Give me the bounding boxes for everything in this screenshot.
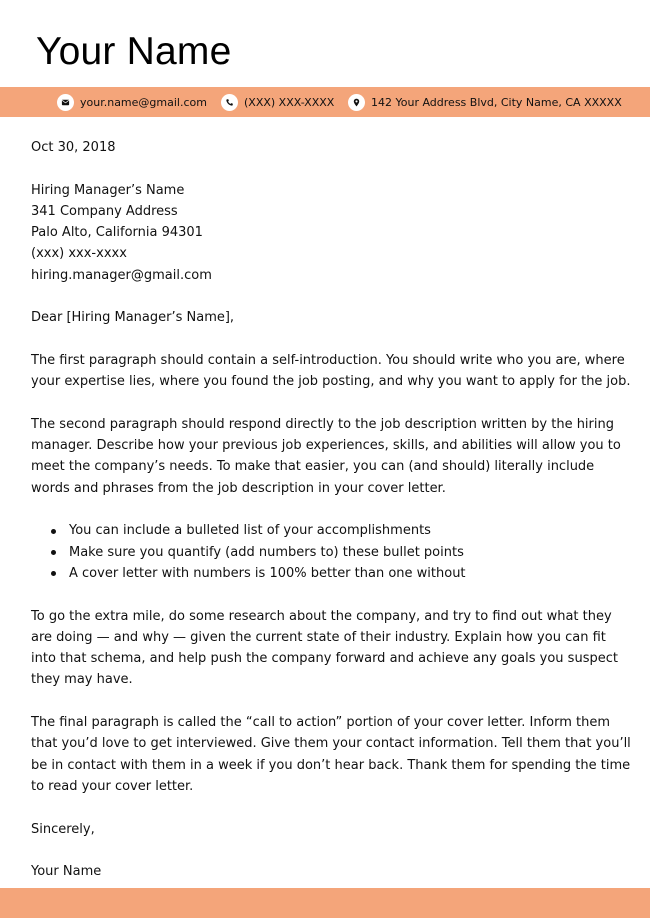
contact-phone [221, 93, 334, 111]
recipient-city: Palo Alto, California 94301 [31, 225, 203, 241]
applicant-name: Your Name [36, 30, 232, 73]
signature: Your Name [31, 864, 102, 880]
list-item: Make sure you quantify (add numbers to) these bullet points [69, 542, 631, 563]
email-text: your.name@gmail.com [80, 95, 207, 109]
envelope-icon [57, 94, 74, 111]
footer-bar [0, 888, 650, 918]
recipient-email: hiring.manager@gmail.com [31, 267, 212, 283]
letter-body [31, 137, 631, 882]
address-text: 142 Your Address Blvd, City Name, CA XXXXX [371, 95, 622, 109]
recipient-name: Hiring Manager’s Name [31, 182, 185, 198]
accomplishments-list [31, 520, 631, 584]
phone-icon [221, 94, 238, 111]
paragraph-job-fit: The second paragraph should respond directly to the job description written by the hiring manager. Describe how your previous job experiences, skills, and abilities will allow you to meet the company’s needs. To make that easier, you can (and should) literally include words and phrases from the job description in your cover letter. [31, 416, 621, 496]
closing: Sincerely, [31, 821, 95, 837]
paragraph-research: To go the extra mile, do some research about the company, and try to find out what they are doing — and why — given the current state of their industry. Explain how you can fit into that schema, and help push the company forward and achieve any goals you suspect they may have. [31, 608, 618, 688]
location-pin-icon [348, 94, 365, 111]
paragraph-intro: The first paragraph should contain a self-introduction. You should write who you are, where your expertise lies, where you found the job posting, and why you want to apply for the job. [31, 352, 631, 390]
phone-text: (XXX) XXX-XXXX [244, 95, 335, 109]
recipient-address: 341 Company Address [31, 203, 178, 219]
list-item: A cover letter with numbers is 100% better than one without [69, 563, 631, 584]
contact-address [348, 93, 622, 111]
salutation: Dear [Hiring Manager’s Name], [31, 310, 235, 326]
recipient-phone: (xxx) xxx-xxxx [31, 246, 127, 262]
paragraph-call-to-action: The final paragraph is called the “call to action” portion of your cover letter. Inform them that you’d love to get interviewed. Give them your contact information. Tell them that you’ll be in contact with them in a week if you don’t hear back. Thank them for spending the time to read your cover letter. [31, 715, 631, 794]
contact-email [57, 93, 207, 111]
letter-date: Oct 30, 2018 [31, 140, 116, 155]
list-item: You can include a bulleted list of your accomplishments [69, 520, 631, 541]
contact-bar [0, 87, 650, 117]
